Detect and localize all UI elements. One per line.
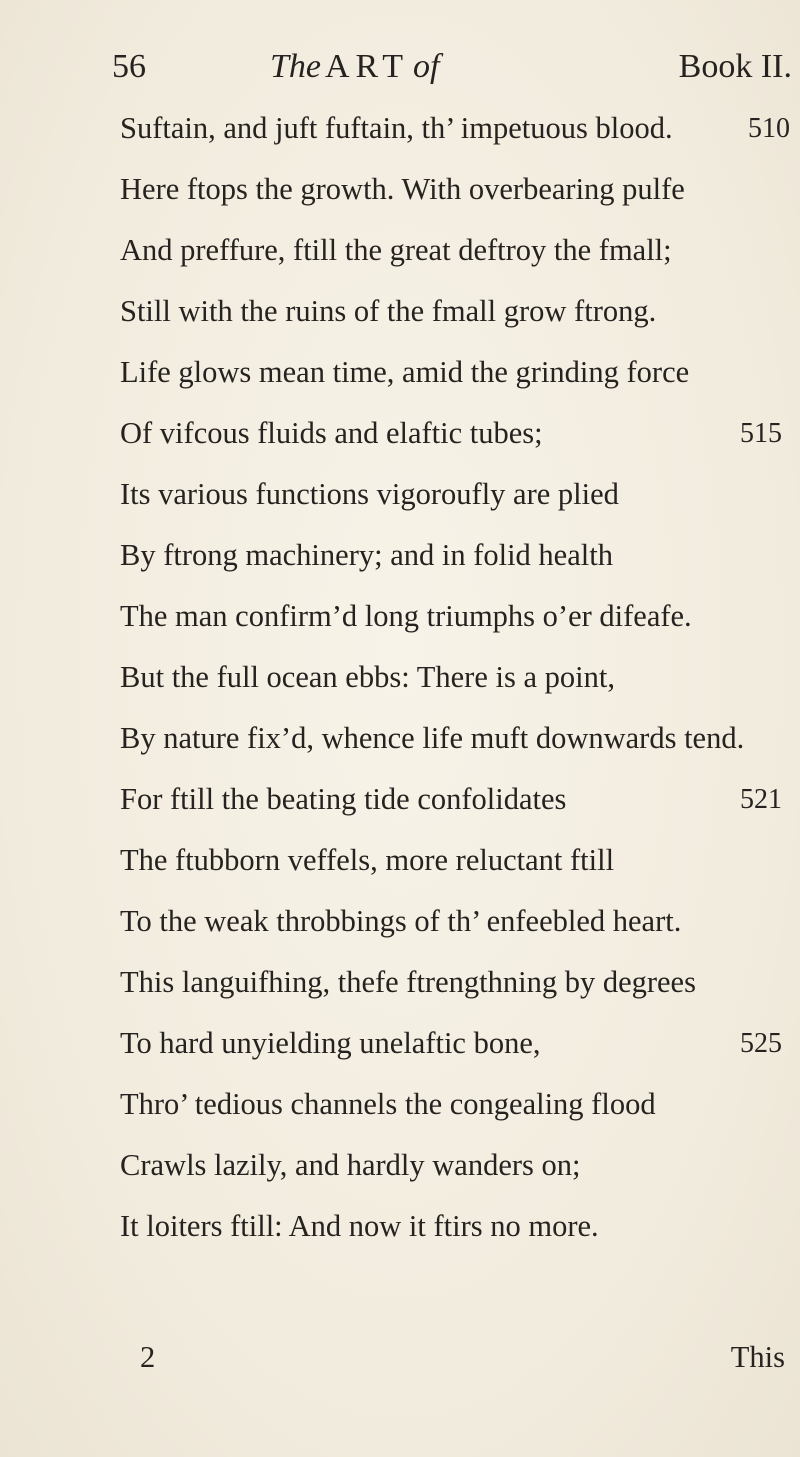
verse-text: Still with the ruins of the fmall grow ftrong. [120, 294, 657, 328]
verse-line [120, 1013, 790, 1074]
verse-line [120, 342, 790, 403]
running-title [270, 48, 439, 86]
verse-text: To the weak throbbings of th’ enfeebled heart. [120, 904, 682, 938]
line-number: 525 [740, 1028, 782, 1059]
verse-text: By ftrong machinery; and in folid health [120, 538, 613, 572]
verse-text: This languifhing, thefe ftrengthning by degrees [120, 965, 696, 999]
verse-line [120, 281, 790, 342]
verse-line [120, 1074, 790, 1135]
verse-line [120, 708, 790, 769]
verse-text: For ftill the beating tide confolidates [120, 782, 567, 816]
verse-text: And preffure, ftill the great deftroy the fmall; [120, 233, 672, 267]
verse-text: Thro’ tedious channels the congealing flood [120, 1087, 656, 1121]
title-art: ART [325, 48, 409, 85]
page-footer [140, 1340, 785, 1390]
verse-line [120, 830, 790, 891]
verse-text: Crawls lazily, and hardly wanders on; [120, 1148, 581, 1182]
verse-text: Suftain, and juft fuftain, th’ impetuous blood. [120, 111, 673, 145]
verse-line [120, 464, 790, 525]
poem-text [120, 98, 790, 1257]
line-number: 521 [740, 784, 782, 815]
verse-text: Life glows mean time, amid the grinding force [120, 355, 690, 389]
verse-text: The ftubborn veffels, more reluctant ftill [120, 843, 615, 877]
signature-mark: 2 [140, 1340, 156, 1374]
line-number: 515 [740, 418, 782, 449]
verse-text: It loiters ftill: And now it ftirs no more. [120, 1209, 599, 1243]
verse-text: The man confirm’d long triumphs o’er difeafe. [120, 599, 692, 633]
line-number: 510 [748, 113, 790, 144]
verse-line [120, 525, 790, 586]
verse-line [120, 1196, 790, 1257]
verse-line [120, 891, 790, 952]
verse-text: Its various functions vigoroufly are plied [120, 477, 619, 511]
verse-line [120, 647, 790, 708]
verse-text: By nature fix’d, whence life muft downwards tend. [120, 721, 745, 755]
verse-text: Of vifcous fluids and elaftic tubes; [120, 416, 543, 450]
verse-text: To hard unyielding unelaftic bone, [120, 1026, 541, 1060]
verse-line [120, 220, 790, 281]
page-number: 56 [112, 48, 146, 85]
verse-line [120, 769, 790, 830]
verse-text: But the full ocean ebbs: There is a point, [120, 660, 615, 694]
verse-text: Here ftops the growth. With overbearing pulfe [120, 172, 685, 206]
running-header [112, 48, 792, 98]
verse-line [120, 98, 790, 159]
book-reference: Book II. [678, 48, 792, 85]
catchword: This [730, 1340, 785, 1374]
verse-line [120, 403, 790, 464]
verse-line [120, 159, 790, 220]
verse-line [120, 586, 790, 647]
title-of: of [412, 48, 440, 85]
title-the: The [270, 48, 321, 85]
verse-line [120, 1135, 790, 1196]
verse-line [120, 952, 790, 1013]
